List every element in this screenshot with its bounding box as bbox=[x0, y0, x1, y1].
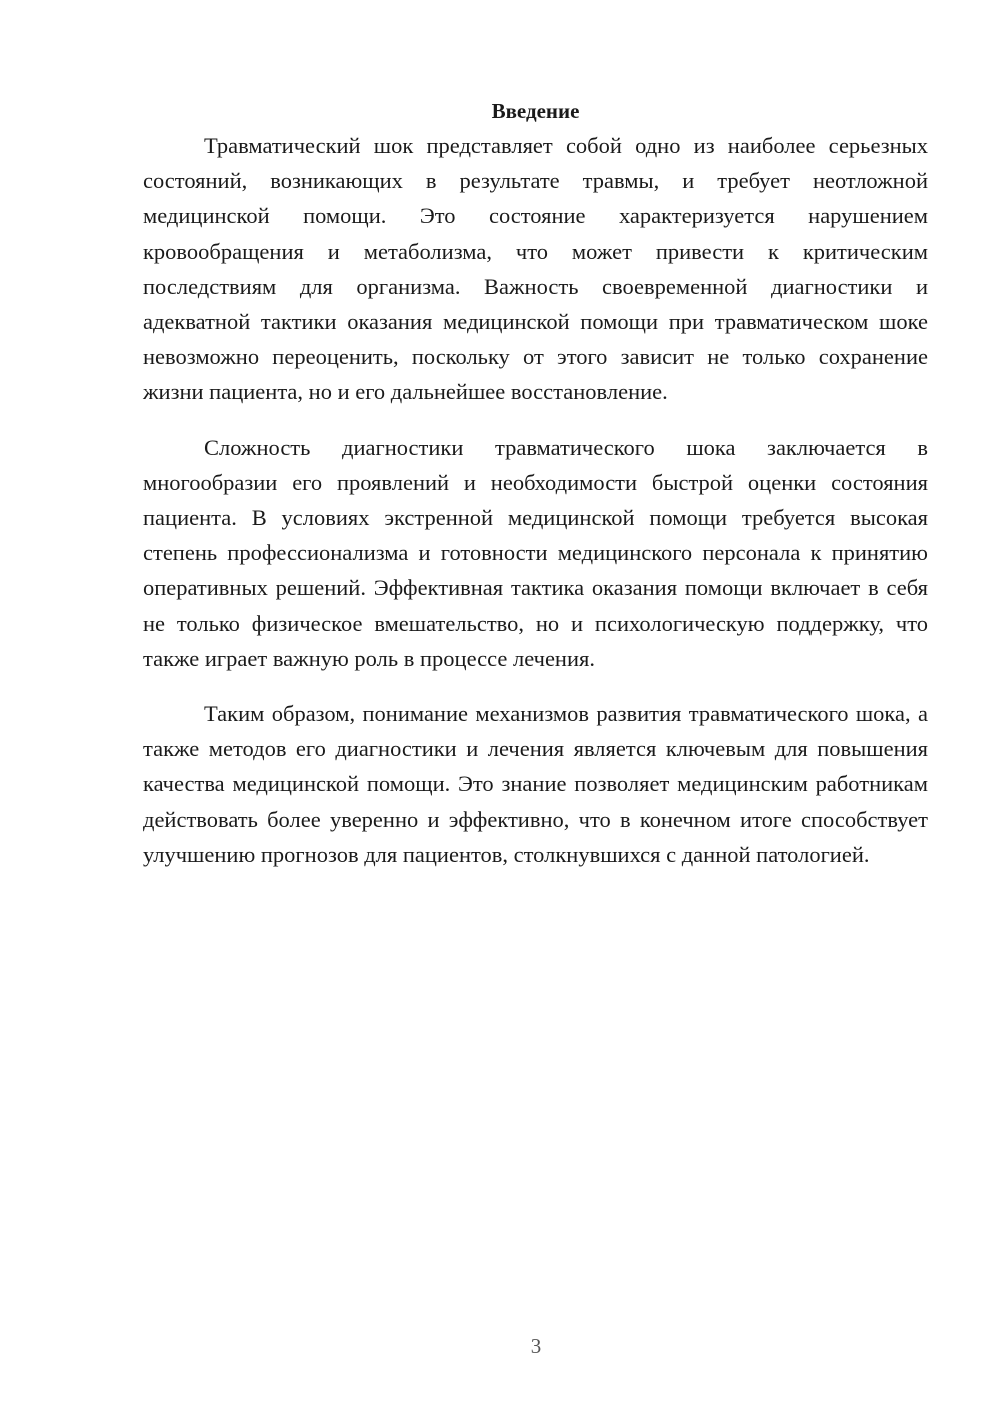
paragraph-1: Травматический шок представляет собой одно из наиболее серьезных состояний, возникающих в результате травмы, и требует неотложной медицинской помощи. Это состояние характеризуется нарушением кровообращения и метаболизма, что может привести к критическим последствиям для организма. Важность своевременной диагностики и адекватной тактики оказания медицинской помощи при травматическом шоке невозможно переоценить, поскольку от этого зависит не только сохранение жизни пациента, но и его дальнейшее восстановление. bbox=[143, 133, 928, 405]
paragraph-2: Сложность диагностики травматического шока заключается в многообразии его проявлений и необходимости быстрой оценки состояния пациента. В условиях экстренной медицинской помощи требуется высокая степень профессионализма и готовности медицинского персонала к принятию оперативных решений. Эффективная тактика оказания помощи включает в себя не только физическое вмешательство, но и психологическую поддержку, что также играет важную роль в процессе лечения. bbox=[143, 434, 928, 671]
paragraph-3: Таким образом, понимание механизмов развития травматического шока, а также методов его диагностики и лечения является ключевым для повышения качества медицинской помощи. Это знание позволяет медицинским работникам действовать более уверенно и эффективно, что в конечном итоге способствует улучшению прогнозов для пациентов, столкнувшихся с данной патологией. bbox=[143, 701, 928, 867]
section-heading: Введение bbox=[491, 99, 580, 123]
page-content bbox=[143, 94, 928, 872]
page-number: 3 bbox=[530, 1334, 542, 1358]
